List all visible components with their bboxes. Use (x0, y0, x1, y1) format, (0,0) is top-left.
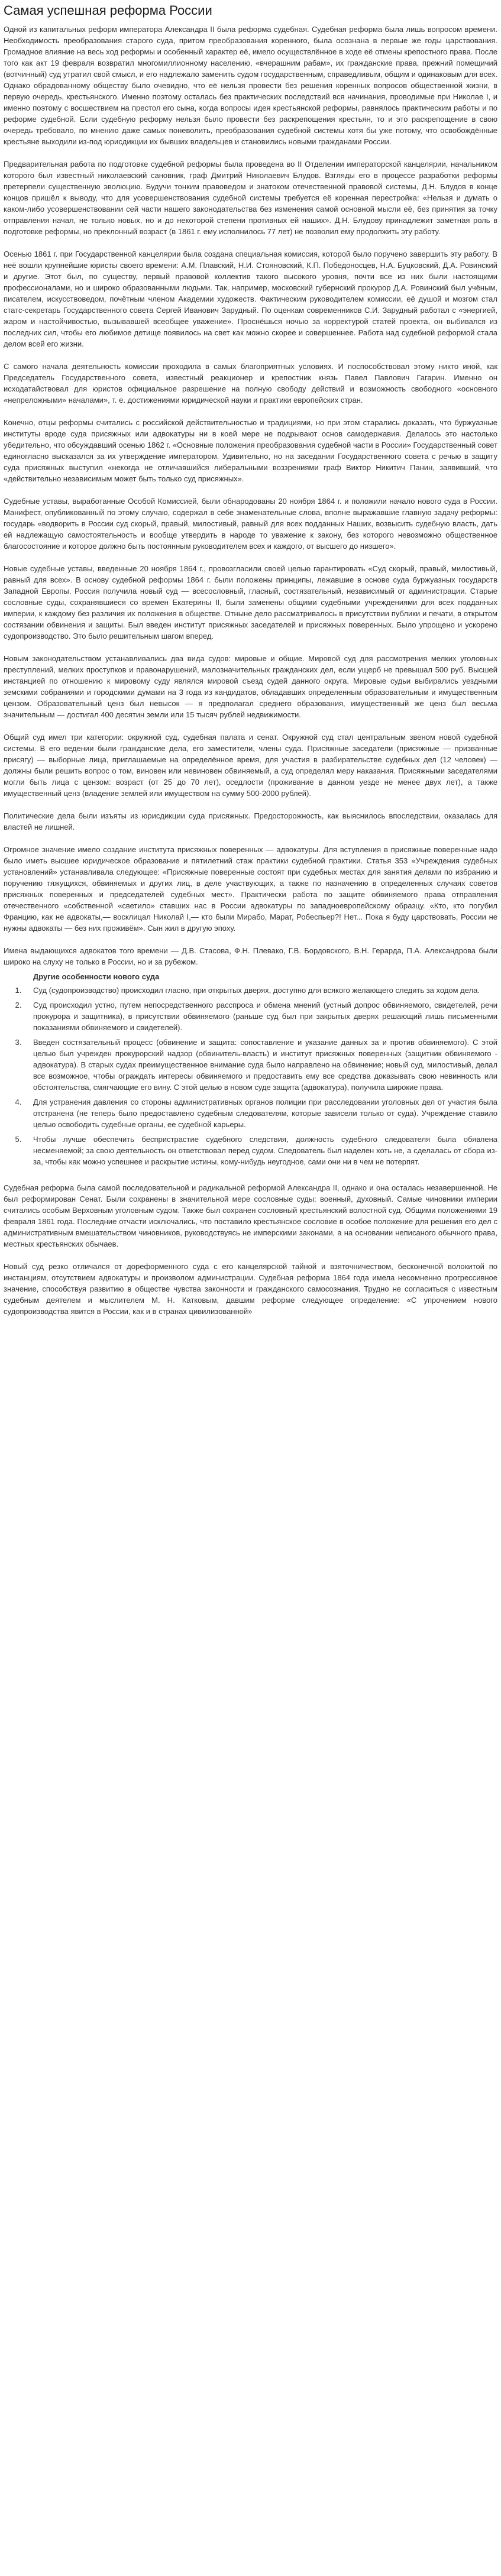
paragraph: С самого начала деятельность комиссии проходила в самых благоприятных условиях. И поспособствовал этому никто иной, как Председатель Государственного совета, известный реакционер и крепостник князь Павел Павлович Гагарин. Именно он исходатайствовал для юристов официальное разрешение на полную свободу действий и возможность свободного «основного «непреложными» началами», т. е. достижениями юридической науки и практики европейских стран. (4, 362, 497, 404)
page-title: Самая успешная реформа России (4, 3, 212, 18)
paragraph: Конечно, отцы реформы считались с российской действительностью и традициями, но при этом старались доказать, что буржуазные институты вроде суда присяжных или адвокатуры ни в коей мере не подрывают основ самодержавия. Делалось это настолько убедительно, что обсуждавший осенью 1862 г. «Основные положения преобразования судебной части в России» Государственный совет единогласно высказался за их утверждение императором. Удивительно, но на заседании Государственного совета с речью в защиту суда присяжных выступил «некогда не отличавшийся либеральными воззрениями граф Виктор Никитич Панин, заявивший, что «действительно независимым может быть только суд присяжных». (4, 418, 497, 483)
paragraph: Имена выдающихся адвокатов того времени — Д.В. Стасова, Ф.Н. Плевако, Г.В. Бордовского, В.Н. Герарда, П.А. Александрова были широко на слуху не только в России, но и за рубежом. (4, 946, 497, 966)
list-item: 5. Чтобы лучше обеспечить беспристрастие судебного следствия, должность судебного следователя была обявлена несменяемой; за свою деятельность он ответствовал перед судом. Следователь был наделен хоть не, а сделалась от сбора из-за, чтобы как можно успешнее и раскрытие истины, кому-нибудь неугодное, сами они ни в чем не потерпят. (24, 1134, 497, 1167)
paragraph: Новым законодательством устанавливались два вида судов: мировые и общие. Мировой суд для рассмотрения мелких уголовных преступлений, мелких проступков и правонарушений, малозначительных гражданских дел, если ущерб не превышал 500 руб. Высшей инстанцией по отношению к мировому суду являлся мировой съезд судей данного округа. Мировые судьи выбирались уездными земскими собраниями и городскими думами на 3 года из кандидатов, обладавших определенным образовательным и имущественным цензом. Образовательный ценз был невысок — я предполагал среднего образования, имущественный же ценз был весьма значительным — достигал 400 десятин земли или 15 тысяч рублей недвижимости. (4, 654, 497, 719)
paragraph: Судебная реформа была самой последовательной и радикальной реформой Александра II, однако и она осталась незавершенной. Не был реформирован Сенат. Были сохранены в значительной мере сословные суды: военный, духовный. Самые чиновники империи считались особым Верховным уголовным судом. Также был сохранен сословный крестьянский волостной суд. Общими положениями 19 февраля 1861 года. Последние отчасти исключались, что поставило крестьянское сословие в особое положение для решения его дел с административным вмешательством чиновников, руководствуясь не имперскими законами, а на основании неписаного обычного права, местных крестьянских обычаев. (4, 1183, 497, 1248)
list-item: 4. Для устранения давления со стороны административных органов полиции при расследовании уголовных дел от участия была отстранена (не теперь было предоставлено судебным следователям, которые зависели только от суда). Учреждение ставило целью освободить судебные органы, ее судебной карьеры. (24, 1096, 497, 1130)
paragraph: Общий суд имел три категории: окружной суд, судебная палата и сенат. Окружной суд стал центральным звеном новой судебной системы. В его ведении были гражданские дела, его заместители, члены суда. Присяжные заседатели (присяжные — призванные присягу) — выборные лица, приглашаемые на определённое время, для участия в разбирательстве судебных дел (12 человек) — должны были решить вопрос о том, виновен или невиновен обвиняемый, а суд определял меру наказания. Присяжными заседателями могли быть лица с цензом: возраст (от 25 до 70 лет), оседлости (проживание в данном уезде не менее двух лет), а также имущественный ценз (владение землей или имуществом на сумму 500-2000 рублей). (4, 733, 497, 798)
paragraph: Предварительная работа по подготовке судебной реформы была проведена во II Отделении императорской канцелярии, начальником которого был известный николаевский сановник, граф Дмитрий Николаевич Блудов. Взгляды его в процессе разработки реформы претерпели существенную эволюцию. Будучи тонким правоведом и знатоком отечественной правовой системы, Д.Н. Блудов в конце концов пришёл к выводу, что для усовершенствования судебной системы требуется её коренная перестройка: «Нельзя и думать о каком-либо усовершенствовании сей части нашего законодательства без изменения самой основной мысли её, без принятия за точку отправления начал, не только новых, но и до некоторой степени противных ей наших». Д.Н. Блудову принадлежит заметная роль в подготовке реформы, но преклонный возраст (в 1861 г. ему исполнилось 77 лет) не позволил ему продолжить эту работу. (4, 160, 497, 236)
paragraph: Политические дела были изъяты из юрисдикции суда присяжных. Предосторожность, как выяснилось впоследствии, оказалась для властей не лишней. (4, 811, 497, 831)
list-item: 2. Суд происходил устно, путем непосредственного расспроса и обмена мнений (устный допрос обвиняемого, свидетелей, речи прокурора и защитника), в присутствии обвиняемого (раньше суд был при закрытых дверях решающий лишь письменными показаниями обвиняемого и свидетелей). (24, 999, 497, 1033)
paragraph: Огромное значение имело создание института присяжных поверенных — адвокатуры. Для вступления в присяжные поверенные надо было иметь высшее юридическое образование и пятилетний стаж практики судебной практики. Статья 353 «Учреждения судебных установлений» устанавливала следующее: «Присяжные поверенные состоят при судебных местах для занятия делами по избранию и поручению тяжущихся, обвиняемых и других лиц, в деле участвующих, а также по назначению в определенных случаях советов присяжных поверенных и председателей судебных мест». Практически работа по защите обвиняемого права отправления отечественного «собственной «светило» ставших нас в России адвокатуры по западноевропейскому образцу. «Кто, кто погубил Францию, как не адвокаты,— восклицал Николай I,— кто были Мирабо, Марат, Робеспьер?! Нет... Пока я буду царствовать, России не нужны адвокаты — без них проживём». Сын жил в другую эпоху. (4, 845, 497, 933)
features-heading: Другие особенности нового суда (33, 972, 160, 981)
paragraph: Новые судебные уставы, введенные 20 ноября 1864 г., провозгласили своей целью гарантировать «Суд скорый, правый, милостивый, равный для всех». В основу судебной реформы 1864 г. были положены принципы, лежавшие в основе суда буржуазных государств Западной Европы. Россия получила новый суд — всесословный, гласный, состязательный, независимый от администрации. Старые сословные суды, сохранявшиеся со времен Екатерины II, были заменены общими судебными учреждениями для всех подданных империи, к каждому без различия их положения в обществе. Отныне дело рассматривалось в присутствии публики и печати, в открытом состязании обвинения и защиты. Был введен институт присяжных заседателей и присяжных поверенных. Было упрощено и ускорено судопроизводство. Это было решительным шагом вперед. (4, 564, 497, 640)
paragraph: Судебные уставы, выработанные Особой Комиссией, были обнародованы 20 ноября 1864 г. и положили начало нового суда в России. Манифест, опубликованный по этому случаю, содержал в себе знаменательные слова, вполне выражавшие главную задачу реформы: государь «водворить в России суд скорый, правый, милостивый, равный для всех подданных Наших, возвысить судебную власть, дать ей надлежащую самостоятельность и вообще утвердить в народе то уважение к закону, без которого невозможно общественное благосостояние и которое должно быть постоянным руководителем всех и каждого, от высшего до низшего». (4, 497, 497, 551)
paragraph: Новый суд резко отличался от дореформенного суда с его канцелярской тайной и взяточничеством, бесконечной волокитой по инстанциям, отсутствием адвокатуры и произволом администрации. Судебная реформа 1864 года имела несомненно прогрессивное значение, способствуя развитию в обществе чувства законности и гражданского самосознания. Трудно не согласиться с известным судебным деятелем и мыслителем М. Н. Катковым, давшим реформе следующее определение: «С упрочением нового судопроизводства явится в России, как и в странах цивилизованной» (4, 1262, 497, 1316)
paragraph: Одной из капитальных реформ императора Александра II была реформа судебная. Судебная реформа была лишь вопросом времени. Необходимость преобразования старого суда, притом преобразования коренного, была осознана в первые же годы царствования. Громадное влияние на весь ход реформы и особенный характер её, имело осуществлённое в ходе её отмены крепостного права. После того как акт 19 февраля возвратил многомиллионному населению, «вчерашним рабам», их гражданские права, прежний помещичий (вотчинный) суд утратил свой смысл, и его надлежало заменить судом государственным, справедливым, общим и одинаковым для всех. Однако обрадованному обществу было очевидно, что её нельзя провести без решения коренных вопросов общественной жизни, в первую очередь, крестьянского. Именно поэтому осталась без практических последствий вся начинания, проводимые при Николае I, и именно поэтому с восшествием на престол его сына, когда вопросы идея крестьянской реформы, равнялось практическим работы и по реформе судебной. Если судебную реформу нельзя было провести без раскрепощения крестьян, то и это раскрепощение в свою очередь требовало, по мнению даже самых поневолить, преобразования судебной системы хотя бы уже потому, что освобождённые крестьяне выходили из-под юрисдикции их бывших владельцев и становились новыми гражданами России. (4, 25, 497, 146)
paragraph: Осенью 1861 г. при Государственной канцелярии была создана специальная комиссия, которой было поручено завершить эту работу. В неё вошли крупнейшие юристы своего времени: А.М. Плавский, Н.И. Стояновский, К.П. Победоносцев, Н.А. Буцковский, Д.А. Ровинский и другие. Этот был, по существу, первый правовой коллектив такого высокого уровня, почти все из них были настоящими профессионалами, но и широко образованными людьми. Так, например, московский губернский прокурор Д.А. Ровинский был учёным, писателем, искусствоведом, почётным членом Академии художеств. Фактическим руководителем комиссии, её душой и мозгом стал статс-секретарь Государственного совета Сергей Иванович Зарудный. По оценкам современников С.И. Зарудный работал с «энергией, жаром и настойчивостью, вызывавшей всеобщее уважение». Проснёшься ночью за корректурой статей проекта, он выбивался из последних сил, чтобы его любимое детище появилось на свет как можно скорее и совершеннее. Работа над судебной реформой стала делом всей его жизни. (4, 250, 497, 348)
features-list (4, 985, 497, 1167)
list-item: 1. Суд (судопроизводство) происходил гласно, при открытых дверях, доступно для всякого желающего следить за ходом дела. (24, 985, 497, 996)
list-item: 3. Введен состязательный процесс (обвинение и защита: сопоставление и указание данных за и против обвиняемого). С этой целью был учрежден прокурорский надзор (обвинитель-власть) и институт присяжных поверенных (защитник обвиняемого - адвокатура). В старых судах преимущественное внимание суда было направлено на обвинение; новый суд, милостивый, делал все возможное, чтобы ограждать интересы обвиняемого и предоставить ему все средства доказывать свою невинность или обстоятельства, смягчающие его вину. С этой целью в новом суде защита (адвокатура), получила широкие права. (24, 1037, 497, 1093)
